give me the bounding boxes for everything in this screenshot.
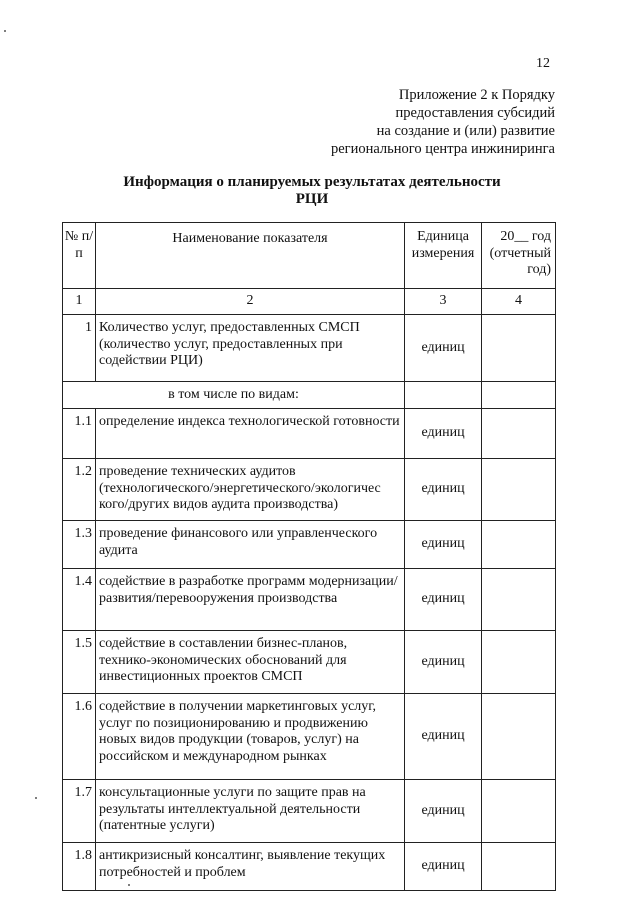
header-name: Наименование показателя <box>96 223 405 289</box>
row-name: проведение технических аудитов (технологического/энергетического/экологичес кого/других видов аудита производства) <box>96 459 405 521</box>
row-name: содействие в составлении бизнес-планов, технико-экономических обоснований для инвестиционных проектов СМСП <box>96 631 405 694</box>
row-value <box>482 315 556 382</box>
row-unit: единиц <box>405 409 482 459</box>
title-line-1: Информация о планируемых результатах деятельности <box>123 174 501 190</box>
appendix-line: регионального центра инжиниринга <box>330 141 555 157</box>
results-table <box>62 222 556 891</box>
page-number: 12 <box>536 56 550 71</box>
row-num: 1 <box>63 315 96 382</box>
row-num: 1.1 <box>63 409 96 459</box>
row-unit: единиц <box>405 569 482 631</box>
scan-speck <box>128 884 130 886</box>
row-num: 1.6 <box>63 694 96 780</box>
table-row <box>63 569 556 631</box>
column-index: 3 <box>405 289 482 315</box>
row-unit: единиц <box>405 780 482 843</box>
row-unit: единиц <box>405 631 482 694</box>
table-row <box>63 409 556 459</box>
subheader-label: в том числе по видам: <box>63 382 405 409</box>
row-name: содействие в получении маркетинговых услуг, услуг по позиционированию и продвижению новых видов продукции (товаров, услуг) на российском и международном рынках <box>96 694 405 780</box>
table-row <box>63 694 556 780</box>
row-value <box>482 694 556 780</box>
header-unit: Единица измерения <box>405 223 482 289</box>
subheader-empty <box>482 382 556 409</box>
column-index-row <box>63 289 556 315</box>
subheader-empty <box>405 382 482 409</box>
row-value <box>482 631 556 694</box>
row-num: 1.2 <box>63 459 96 521</box>
appendix-line: предоставления субсидий <box>395 105 555 121</box>
table-row <box>63 843 556 891</box>
row-name: антикризисный консалтинг, выявление текущих потребностей и проблем <box>96 843 405 891</box>
header-num: № п/п <box>63 223 96 289</box>
document-title <box>80 174 544 208</box>
row-unit: единиц <box>405 694 482 780</box>
column-index: 2 <box>96 289 405 315</box>
row-name: проведение финансового или управленческого аудита <box>96 521 405 569</box>
row-value <box>482 459 556 521</box>
header-year: 20__ год (отчетный год) <box>482 223 556 289</box>
row-num: 1.4 <box>63 569 96 631</box>
subheader-row <box>63 382 556 409</box>
row-value <box>482 521 556 569</box>
row-unit: единиц <box>405 843 482 891</box>
table-row <box>63 780 556 843</box>
row-name: определение индекса технологической готовности <box>96 409 405 459</box>
row-num: 1.3 <box>63 521 96 569</box>
table-row <box>63 631 556 694</box>
row-name: содействие в разработке программ модернизации/развития/перевооружения производства <box>96 569 405 631</box>
row-value <box>482 780 556 843</box>
title-line-2: РЦИ <box>295 191 329 207</box>
row-num: 1.7 <box>63 780 96 843</box>
table-header-row <box>63 223 556 289</box>
row-unit: единиц <box>405 459 482 521</box>
column-index: 4 <box>482 289 556 315</box>
column-index: 1 <box>63 289 96 315</box>
row-name: консультационные услуги по защите прав на результаты интеллектуальной деятельности (патентные услуги) <box>96 780 405 843</box>
row-value <box>482 569 556 631</box>
row-value <box>482 409 556 459</box>
appendix-line: на создание и (или) развитие <box>376 123 555 139</box>
row-name: Количество услуг, предоставленных СМСП (количество услуг, предоставленных при содействии РЦИ) <box>96 315 405 382</box>
row-unit: единиц <box>405 521 482 569</box>
appendix-note <box>300 86 555 158</box>
appendix-line: Приложение 2 к Порядку <box>398 87 555 103</box>
row-unit: единиц <box>405 315 482 382</box>
row-num: 1.5 <box>63 631 96 694</box>
row-value <box>482 843 556 891</box>
table-row <box>63 521 556 569</box>
scan-speck <box>35 797 37 799</box>
table-row <box>63 459 556 521</box>
row-num: 1.8 <box>63 843 96 891</box>
table-row <box>63 315 556 382</box>
scan-speck <box>4 30 6 32</box>
